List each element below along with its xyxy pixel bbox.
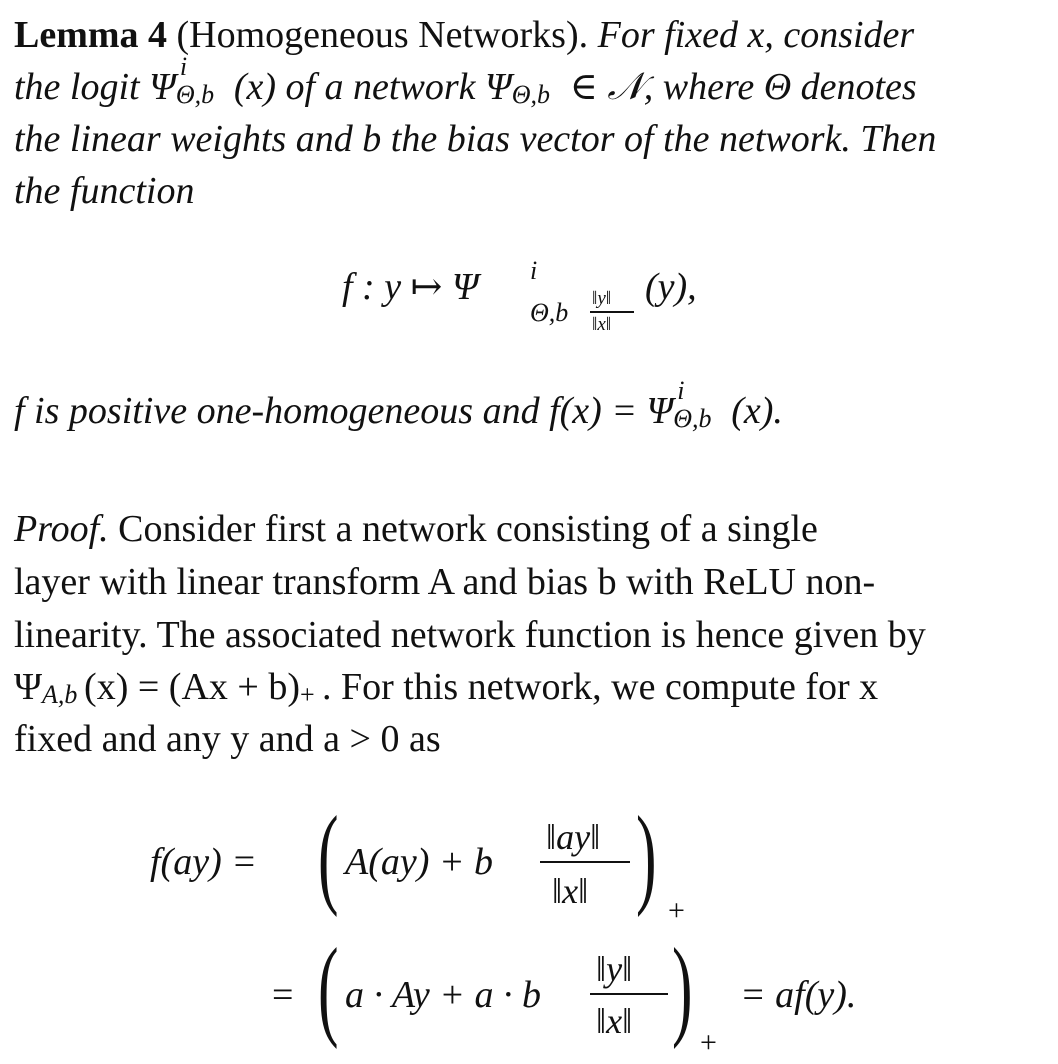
- relu-plus: [299, 668, 322, 709]
- eq1-frac-num: ‖ay‖: [546, 817, 601, 857]
- display-rhs: (y),: [645, 266, 697, 308]
- logit-indices: [175, 52, 234, 109]
- lemma-line-2-c: ∈ 𝒩, where Θ denotes: [569, 66, 917, 108]
- display-sup: i: [530, 256, 538, 285]
- proof-line-4: [14, 666, 879, 709]
- proof-line-1-text: Consider first a network consisting of a single: [108, 508, 818, 550]
- lemma-line-2: [14, 52, 917, 109]
- lemma-conclusion: [14, 376, 783, 433]
- lemma-line-4: the function: [14, 170, 195, 212]
- eq2-frac-bar: [590, 993, 668, 995]
- eq1-inner: A(ay) + b: [345, 841, 494, 883]
- display-frac-num: ‖y‖: [592, 288, 612, 309]
- conclusion-sup: i: [677, 376, 685, 405]
- display-frac-bar: [590, 311, 634, 313]
- eq2-right-paren: ): [672, 926, 693, 1050]
- proof-line-1: [14, 510, 818, 548]
- relu-net-sub: A,b: [42, 680, 78, 709]
- lemma-line-3: the linear weights and b the bias vector of the network. Then: [14, 118, 937, 160]
- lemma-label: Lemma 4: [14, 14, 168, 56]
- display-sub: Θ,b: [530, 298, 569, 327]
- lemma-title: (Homogeneous Networks).: [167, 14, 589, 56]
- conclusion-sub: Θ,b: [673, 404, 712, 433]
- eq2-rhs: = af(y).: [740, 974, 857, 1016]
- lemma-line-2-a: the logit Ψ: [14, 66, 176, 108]
- conclusion-a: f is positive one-homogeneous and f(x) = Ψ: [14, 390, 674, 432]
- eq1-plus: +: [668, 894, 685, 927]
- lemma-line-1-text: For fixed x, consider: [597, 14, 915, 56]
- relu-net-indices: [42, 668, 84, 709]
- eq1-lhs: f(ay) =: [150, 841, 257, 883]
- lemma-line-1: [14, 16, 914, 54]
- eq2-frac-den: ‖x‖: [596, 1001, 633, 1041]
- eq2-plus: +: [700, 1026, 717, 1059]
- logit-sub: Θ,b: [175, 80, 215, 109]
- lemma-line-2-b: (x) of a network Ψ: [233, 66, 512, 108]
- network-indices: [511, 68, 570, 109]
- display-frac-den: ‖x‖: [592, 314, 612, 335]
- conclusion-indices: [673, 376, 731, 433]
- proof-line-3: linearity. The associated network function is hence given by: [14, 614, 926, 656]
- proof-line-2: layer with linear transform A and bias b with ReLU non-: [14, 561, 876, 603]
- eq1-right-paren: ): [636, 794, 657, 918]
- proof-line-5: fixed and any y and a > 0 as: [14, 718, 441, 760]
- display-lhs: f : y ↦ Ψ: [342, 266, 479, 308]
- proof-line-4-c: . For this network, we compute for x: [321, 666, 879, 708]
- eq1-frac-den: ‖x‖: [552, 871, 589, 911]
- eq2-eqsign: =: [272, 974, 294, 1016]
- logit-sup: i: [179, 52, 188, 81]
- eq1-left-paren: (: [318, 794, 339, 918]
- eq2-left-paren: (: [318, 926, 339, 1050]
- relu-plus-sub: +: [299, 680, 315, 709]
- proof-line-4-a: Ψ: [14, 666, 43, 708]
- eq1-frac-bar: [540, 861, 630, 863]
- conclusion-b: (x).: [731, 390, 783, 432]
- eq2-inner: a · Ay + a · b: [345, 974, 541, 1016]
- eq2-frac-num: ‖y‖: [596, 949, 633, 989]
- proof-line-4-b: (x) = (Ax + b): [84, 666, 300, 708]
- proof-label: Proof.: [14, 508, 109, 550]
- network-sub: Θ,b: [511, 80, 550, 109]
